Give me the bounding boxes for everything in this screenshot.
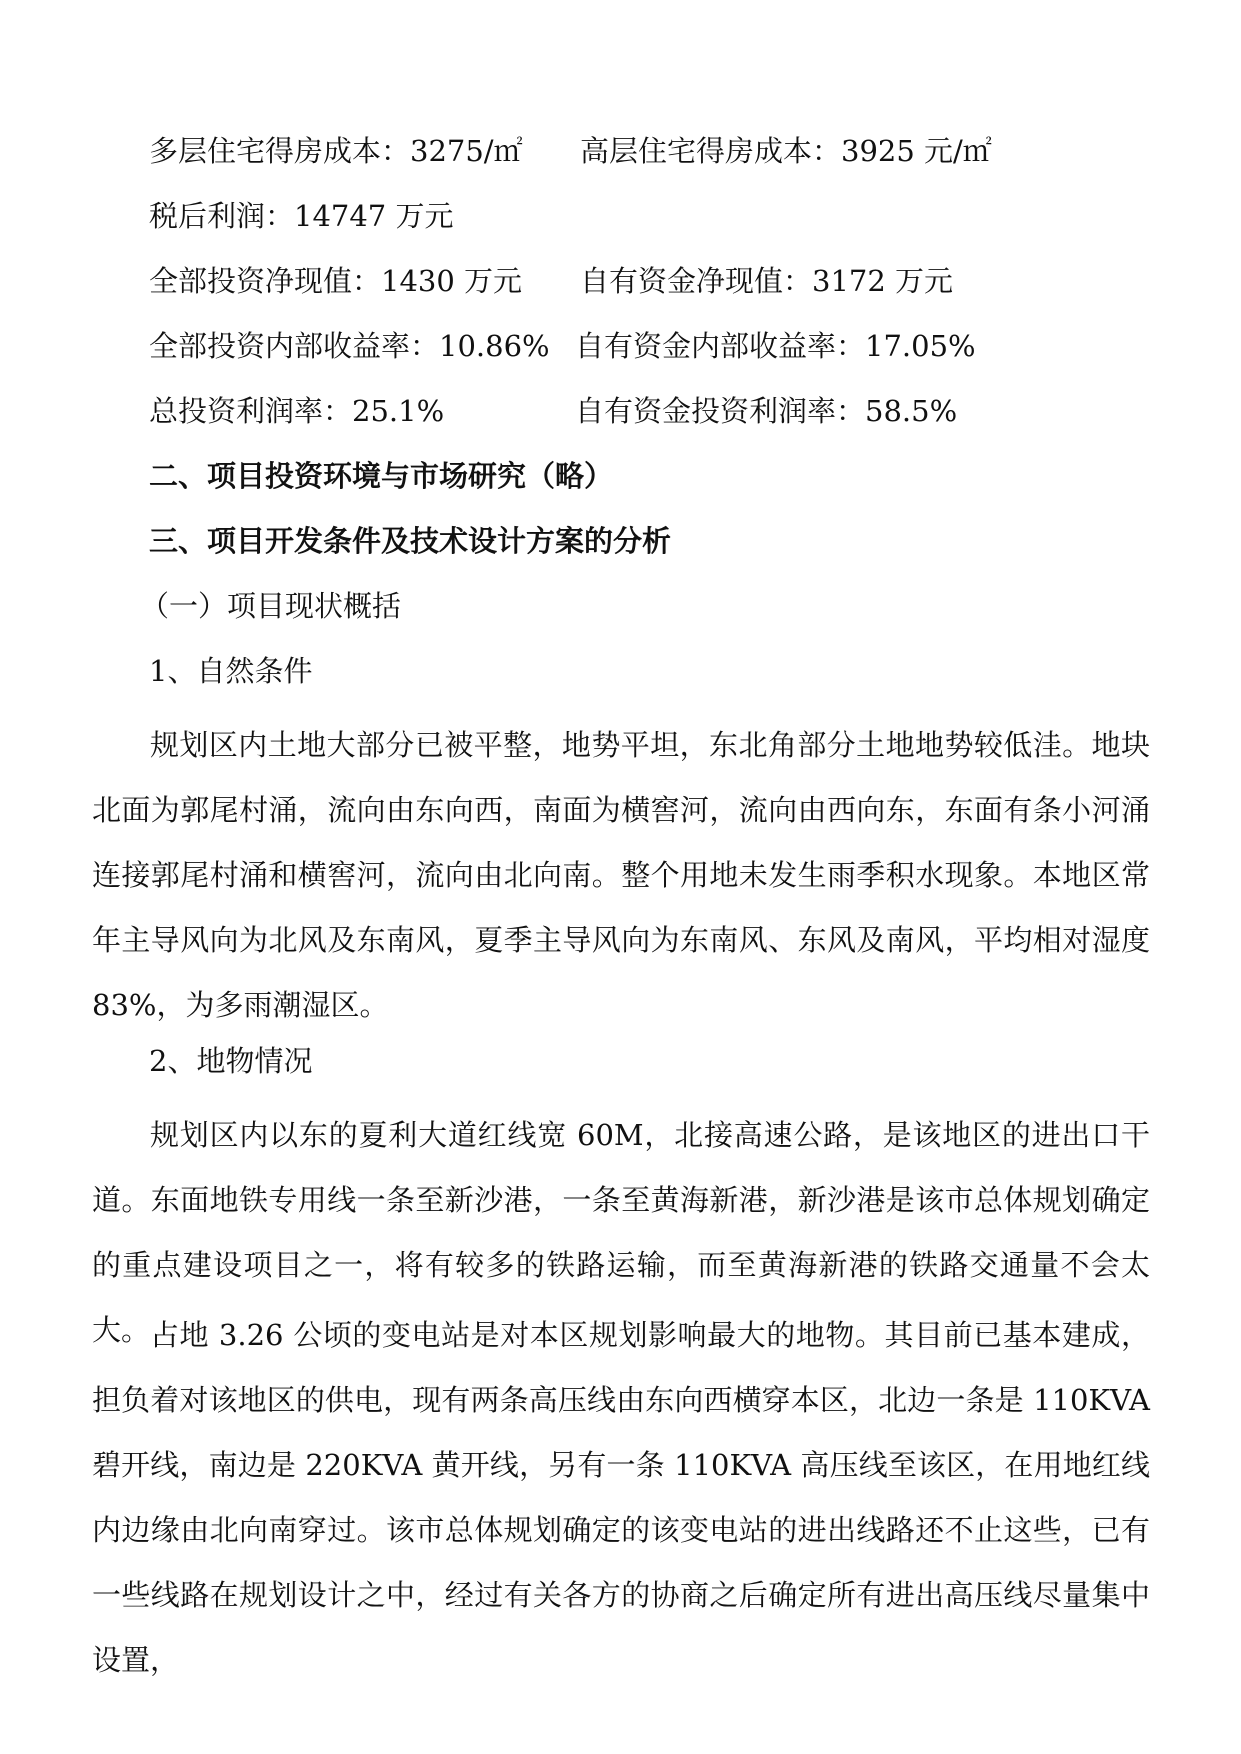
own-capital-profit-rate: 自有资金投资利润率：58.5%	[575, 394, 958, 428]
after-tax-profit: 税后利润：14747 万元	[149, 199, 454, 233]
roads-paragraph: 规划区内以东的夏利大道红线宽 60M，北接高速公路，是该地区的进出口干道。东面地铁专用线一条至新沙港，一条至黄海新港，新沙港是该市总体规划确定的重点建设项目之一，将有较多的铁路运输，而至黄海新港的铁路交通量不会太大。	[92, 1118, 1150, 1347]
own-capital-irr: 自有资金内部收益率：17.05%	[575, 329, 976, 363]
substation-paragraph: 占地 3.26 公顷的变电站是对本区规划影响最大的地物。其目前已基本建成，担负着对该地区的供电，现有两条高压线由东向西横穿本区，北边一条是 110KVA 碧开线，南边是 220KVA 黄开线，另有一条 110KVA 高压线至该区，在用地红线内边缘由北向南穿过。该市总体规划确定的该变电站的进出线路还不止这些，已有一些线路在规划设计之中，经过有关各方的协商之后确定所有进出高压线尽量集中设置，	[92, 1318, 1150, 1677]
total-investment-npv: 全部投资净现值：1430 万元	[149, 264, 523, 298]
total-investment-irr: 全部投资内部收益率：10.86%	[149, 329, 550, 363]
total-investment-profit-rate: 总投资利润率：25.1%	[149, 394, 445, 428]
own-capital-npv: 自有资金净现值：3172 万元	[580, 264, 954, 298]
multi-storey-cost: 多层住宅得房成本：3275/㎡	[149, 134, 523, 168]
document-page: 多层住宅得房成本：3275/㎡ 高层住宅得房成本：3925 元/㎡ 税后利润：14747 万元 全部投资净现值：1430 万元 自有资金净现值：3172 万元 全部投资内部收益率：10.86% 自有资金内部收益率：17.05% 总投资利润率：25.1% 自有资金投资利润率：58.5% 二、项目投资环境与市场研究（略） 三、项目开发条件及技术设计方案的分析 （一）项目现状概括 1、自然条件 规划区内土地大部分已被平整，地势平坦，东北角部分土地地势较低洼。地块北面为郭尾村涌，流向由东向西，南面为横窖河，流向由西向东，东面有条小河涌连接郭尾村涌和横窖河，流向由北向南。整个用地未发生雨季积水现象。本地区常年主导风向为北风及东南风，夏季主导风向为东南风、东风及南风，平均相对湿度83%，为多雨潮湿区。 2、地物情况 规划区内以东的夏利大道红线宽 60M，北接高速公路，是该地区的进出口干道。东面地铁专用线一条至新沙港，一条至黄海新港，新沙港是该市总体规划确定的重点建设项目之一，将有较多的铁路运输，而至黄海新港的铁路交通量不会太大。 占地 3.26 公顷的变电站是对本区规划影响最大的地物。其目前已基本建成，担负着对该地区的供电，现有两条高压线由东向西横穿本区，北边一条是 110KVA 碧开线，南边是 220KVA 黄开线，另有一条 110KVA 高压线至该区，在用地红线内边缘由北向南穿过。该市总体规划确定的该变电站的进出线路还不止这些，已有一些线路在规划设计之中，经过有关各方的协商之后确定所有进出高压线尽量集中设置，	[0, 0, 1241, 1754]
natural-conditions-paragraph: 规划区内土地大部分已被平整，地势平坦，东北角部分土地地势较低洼。地块北面为郭尾村涌，流向由东向西，南面为横窖河，流向由西向东，东面有条小河涌连接郭尾村涌和横窖河，流向由北向南。整个用地未发生雨季积水现象。本地区常年主导风向为北风及东南风，夏季主导风向为东南风、东风及南风，平均相对湿度83%，为多雨潮湿区。	[92, 728, 1150, 1022]
high-rise-cost: 高层住宅得房成本：3925 元/㎡	[580, 134, 992, 168]
